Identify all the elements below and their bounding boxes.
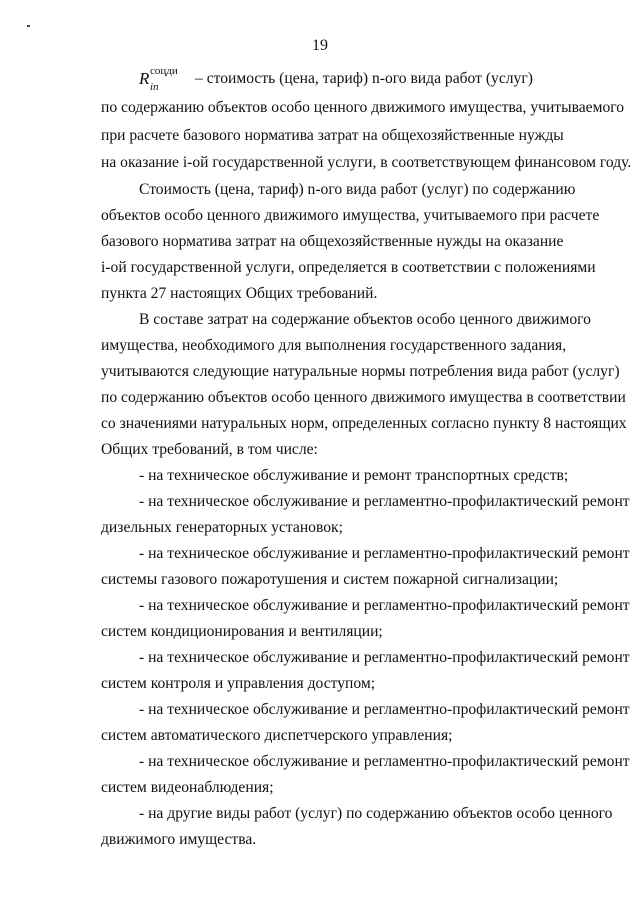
definition-text: – стоимость (цена, тариф) n-ого вида работ (услуг) <box>195 70 533 87</box>
list-item: - на техническое обслуживание и регламентно-профилактический ремонт <box>139 753 630 770</box>
text-line: Стоимость (цена, тариф) n-ого вида работ (услуг) по содержанию <box>139 181 576 198</box>
list-item: - на техническое обслуживание и регламентно-профилактический ремонт <box>139 545 630 562</box>
list-item-continuation: систем видеонаблюдения; <box>101 779 274 796</box>
text-line: со значениями натуральных норм, определенных согласно пункту 8 настоящих <box>101 415 627 432</box>
list-item: - на техническое обслуживание и регламентно-профилактический ремонт <box>139 493 630 510</box>
list-item: - на техническое обслуживание и регламентно-профилактический ремонт <box>139 701 630 718</box>
list-item-continuation: систем автоматического диспетчерского управления; <box>101 727 453 744</box>
text-line: по содержанию объектов особо ценного движимого имущества, учитываемого <box>101 99 625 116</box>
text-line: пункта 27 настоящих Общих требований. <box>101 285 378 302</box>
text-line: имущества, необходимого для выполнения государственного задания, <box>101 337 567 354</box>
list-item-continuation: дизельных генераторных установок; <box>101 519 343 536</box>
list-item-continuation: систем кондиционирования и вентиляции; <box>101 623 383 640</box>
text-line: Общих требований, в том числе: <box>101 441 318 458</box>
list-item: - на техническое обслуживание и регламентно-профилактический ремонт <box>139 597 630 614</box>
text-line: объектов особо ценного движимого имущества, учитываемого при расчете <box>101 207 600 224</box>
list-item-continuation: систем контроля и управления доступом; <box>101 675 376 692</box>
text-line: В составе затрат на содержание объектов особо ценного движимого <box>139 311 591 328</box>
text-line: по содержанию объектов особо ценного движимого имущества в соответствии <box>101 389 626 406</box>
list-item: - на другие виды работ (услуг) по содержанию объектов особо ценного <box>139 805 613 822</box>
definition-line <box>139 65 616 93</box>
list-item: - на техническое обслуживание и регламентно-профилактический ремонт <box>139 649 630 666</box>
list-item-continuation: системы газового пожаротушения и систем пожарной сигнализации; <box>101 571 559 588</box>
text-line: i-ой государственной услуги, определяется в соответствии с положениями <box>101 259 596 276</box>
symbol-r-socdi: R соцди in <box>139 65 178 93</box>
list-item: - на техническое обслуживание и ремонт транспортных средств; <box>139 467 569 484</box>
text-line: учитываются следующие натуральные нормы потребления вида работ (услуг) <box>101 363 620 380</box>
scan-artifact <box>27 25 30 27</box>
page-number: 19 <box>312 37 328 54</box>
text-line: базового норматива затрат на общехозяйственные нужды на оказание <box>101 233 564 250</box>
text-line: при расчете базового норматива затрат на общехозяйственные нужды <box>101 127 564 144</box>
list-item-continuation: движимого имущества. <box>101 831 257 848</box>
text-line: на оказание i-ой государственной услуги, в соответствующем финансовом году. <box>101 154 632 171</box>
